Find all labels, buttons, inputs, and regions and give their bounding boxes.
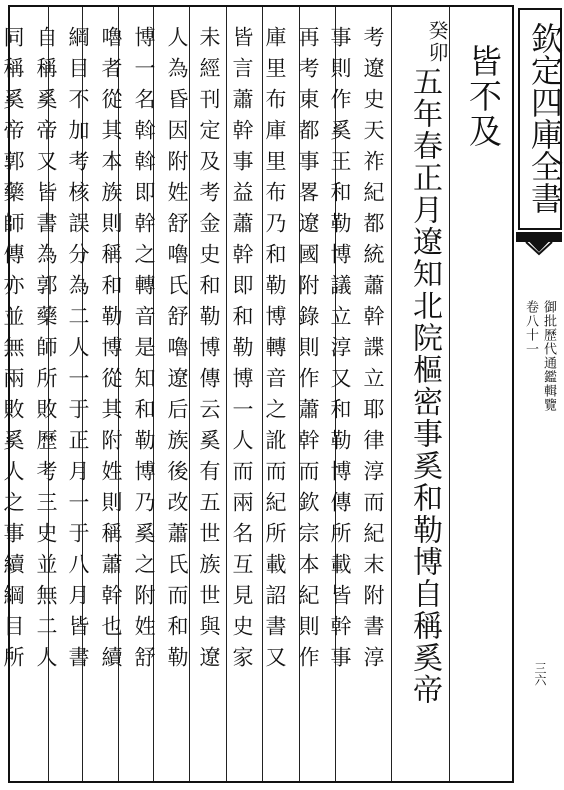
- subtitle-line-1: 御批歷代通鑑輯覽: [541, 300, 556, 412]
- frame-border-bottom: [8, 781, 514, 783]
- text-column-12: 綱目不加考核誤分為二人一于正月一于八月皆書: [66, 26, 90, 677]
- text-column-13: 自稱奚帝又皆書為郭藥師所敗歷考三史並無二人: [34, 26, 58, 677]
- text-column-9: 人為昏因附姓舒嚕氏舒嚕遼后族後改蕭氏而和勒: [165, 26, 189, 677]
- book-title: 欽定四庫全書: [526, 22, 564, 214]
- book-title-box: [518, 8, 562, 230]
- text-column-11: 嚕者從其本族則稱和勒博從其附姓則稱蕭幹也續: [99, 26, 123, 677]
- text-column-8: 未經刊定及考金史和勒博傳云奚有五世族世與遼: [197, 26, 221, 677]
- text-column-4: 事則作奚王和勒博議立淳又和勒博傳所載皆幹事: [328, 26, 352, 677]
- subtitle-line-2: 卷八十一: [523, 300, 538, 356]
- column-rule: [391, 7, 392, 781]
- text-column-3: 考遼史天祚紀都統蕭幹諜立耶律淳而紀末附書淳: [361, 26, 385, 677]
- page-number: 三六: [533, 662, 547, 686]
- side-margin: [514, 0, 564, 790]
- text-column-1: 皆不及: [464, 44, 503, 149]
- text-column-7: 皆言蕭幹事益蕭幹即和勒博一人而兩名互見史家: [230, 26, 254, 677]
- text-column-6: 庫里布庫里布乃和勒博轉音之訛而紀所載詔書又: [263, 26, 287, 677]
- text-column-5: 再考東都事畧遼國附錄則作蕭幹而欽宗本紀則作: [296, 26, 320, 677]
- text-column-2: 五年春正月遼知北院樞密事奚和勒博自稱奚帝: [407, 66, 442, 706]
- column-rule: [449, 7, 450, 781]
- date-note: 癸卯: [425, 20, 449, 64]
- text-column-10: 博一名斡斡即幹之轉音是知和勒博乃奚之附姓舒: [132, 26, 156, 677]
- text-column-14: 同稱奚帝郭藥師傳亦並無兩敗奚人之事續綱目所: [1, 26, 25, 677]
- column-rule: [226, 7, 227, 781]
- fishtail-mark-icon: [516, 228, 562, 258]
- frame-border-top: [8, 5, 514, 7]
